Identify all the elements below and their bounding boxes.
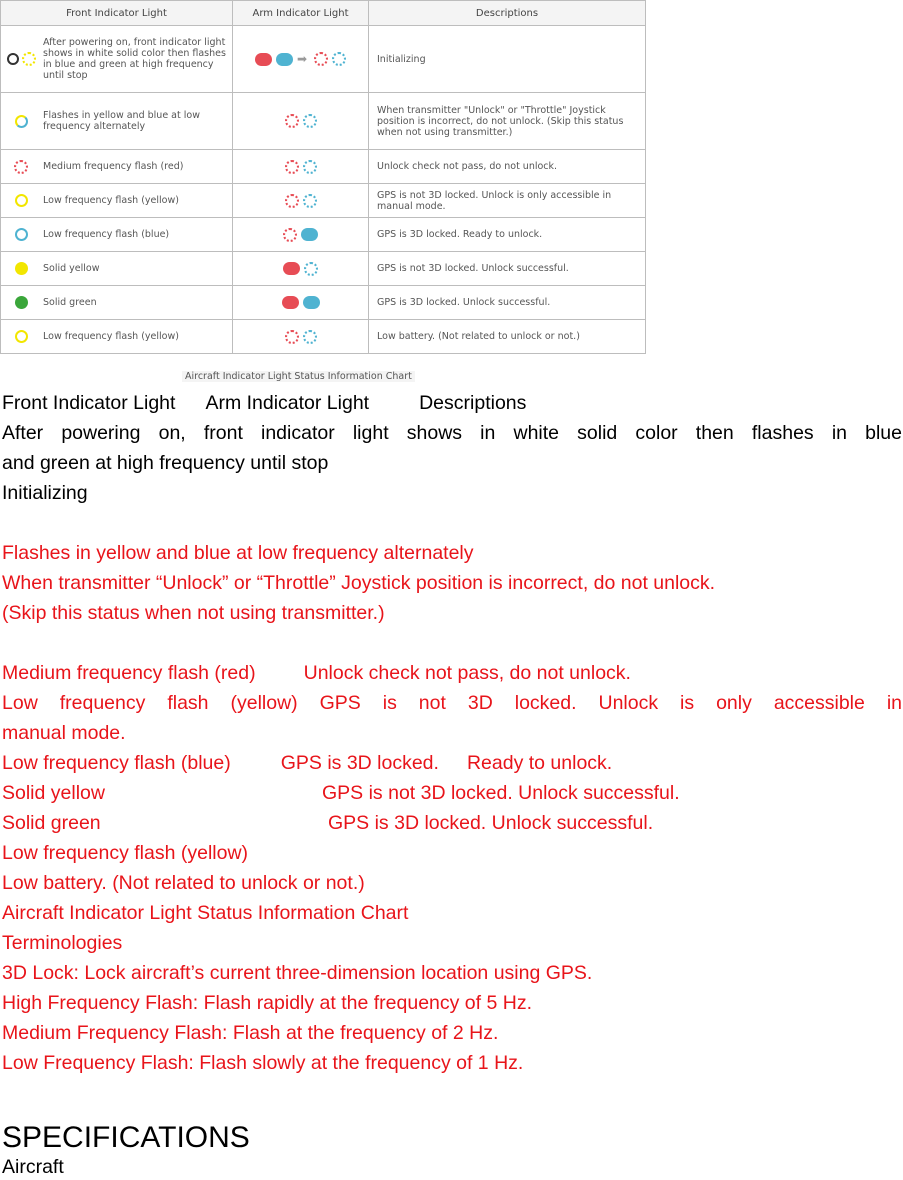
desc-cell: Low battery. (Not related to unlock or not.) [369,320,646,354]
col-header-front: Front Indicator Light [1,1,233,26]
arrow-right-icon: ➡ [296,52,308,66]
red-flash-light-icon [314,52,328,66]
table-row [1,26,646,93]
text-line: Aircraft Indicator Light Status Information Chart [2,902,409,924]
text-line: When transmitter “Unlock” or “Throttle” Joystick position is incorrect, do not unlock. [2,572,716,594]
yellow-blue-flash-light-icon [15,115,28,128]
red-solid-light-icon [283,262,300,275]
table-row [1,320,646,354]
front-desc: Solid green [43,297,97,308]
subheading-aircraft: Aircraft [2,1156,64,1178]
arm-light-icons [233,93,369,150]
blue-flash-light-icon [332,52,346,66]
text-desc: GPS is 3D locked. [280,752,439,774]
blue-flash-light-icon [303,114,317,128]
desc-cell: Initializing [369,26,646,93]
table-row [1,252,646,286]
table-row [1,150,646,184]
blue-solid-light-icon [301,228,318,241]
text-line [2,748,612,778]
text-line: Low Frequency Flash: Flash slowly at the frequency of 1 Hz. [2,1052,524,1074]
front-light-icons [1,52,41,66]
text-line [2,658,631,688]
text-line: Flashes in yellow and blue at low frequency alternately [2,542,474,564]
desc-cell: GPS is 3D locked. Unlock successful. [369,286,646,320]
blue-flash-light-icon [15,228,28,241]
front-desc: Low frequency flash (yellow) [43,331,179,342]
arm-light-icons [233,252,369,286]
text-line: 3D Lock: Lock aircraft’s current three-dimension location using GPS. [2,962,593,984]
table-row [1,93,646,150]
table-caption: Aircraft Indicator Light Status Information Chart [182,371,415,382]
front-desc: Solid yellow [43,263,100,274]
text-line: Initializing [2,482,88,504]
arm-light-icons [233,150,369,184]
white-solid-light-icon [7,53,19,65]
text-line: manual mode. [2,722,126,744]
text-line: Low frequency flash (yellow) GPS is not 3D locked. Unlock is only accessible in [2,692,902,714]
text-front: Solid yellow [2,782,105,804]
desc-cell: When transmitter "Unlock" or "Throttle" Joystick position is incorrect, do not unlock. (Skip this status when not using transmitter.) [369,93,646,150]
yellow-flash-light-icon [22,52,36,66]
text-line [2,808,653,838]
arm-light-icons [233,184,369,218]
col-header-arm: Arm Indicator Light [233,1,369,26]
text-line: Low battery. (Not related to unlock or not.) [2,872,365,894]
red-solid-light-icon [282,296,299,309]
yellow-flash-light-icon [15,330,28,343]
green-solid-light-icon [15,296,28,309]
header-desc: Descriptions [419,392,527,414]
indicator-light-table [0,0,646,354]
red-solid-light-icon [255,53,272,66]
col-header-desc: Descriptions [369,1,646,26]
yellow-solid-light-icon [15,262,28,275]
text-front: Low frequency flash (blue) [2,752,231,774]
text-line [2,778,680,808]
text-front: Medium frequency flash (red) [2,662,256,684]
blue-flash-light-icon [303,330,317,344]
text-desc: GPS is 3D locked. Unlock successful. [328,812,654,834]
text-line: Terminologies [2,932,123,954]
table-row [1,218,646,252]
blue-flash-light-icon [304,262,318,276]
front-desc: After powering on, front indicator light shows in white solid color then flashes in blue and green at high frequency until stop [43,37,226,81]
text-line: and green at high frequency until stop [2,452,329,474]
desc-cell: GPS is 3D locked. Ready to unlock. [369,218,646,252]
text-line: High Frequency Flash: Flash rapidly at the frequency of 5 Hz. [2,992,533,1014]
front-desc: Low frequency flash (yellow) [43,195,179,206]
arm-light-icons [233,286,369,320]
text-desc: GPS is not 3D locked. Unlock successful. [322,782,680,804]
red-flash-light-icon [285,160,299,174]
table-row [1,184,646,218]
section-heading-specifications: SPECIFICATIONS [2,1121,250,1154]
header-front: Front Indicator Light [2,392,176,414]
text-front: Solid green [2,812,101,834]
red-flash-light-icon [14,160,28,174]
text-headers [2,388,526,418]
table-row [1,286,646,320]
blue-solid-light-icon [303,296,320,309]
desc-cell: GPS is not 3D locked. Unlock is only accessible in manual mode. [369,184,646,218]
blue-solid-light-icon [276,53,293,66]
text-desc: Ready to unlock. [466,752,613,774]
arm-light-icons [233,218,369,252]
header-arm: Arm Indicator Light [205,392,370,414]
text-line: Medium Frequency Flash: Flash at the frequency of 2 Hz. [2,1022,499,1044]
text-line: After powering on, front indicator light shows in white solid color then flashes in blue [2,422,902,444]
red-flash-light-icon [283,228,297,242]
red-flash-light-icon [285,114,299,128]
text-line: (Skip this status when not using transmitter.) [2,602,385,624]
text-desc: Unlock check not pass, do not unlock. [303,662,631,684]
blue-flash-light-icon [303,160,317,174]
desc-cell: GPS is not 3D locked. Unlock successful. [369,252,646,286]
front-desc: Flashes in yellow and blue at low frequency alternately [43,110,200,132]
yellow-flash-light-icon [15,194,28,207]
red-flash-light-icon [285,330,299,344]
arm-light-icons [233,26,369,93]
desc-cell: Unlock check not pass, do not unlock. [369,150,646,184]
front-desc: Low frequency flash (blue) [43,229,170,240]
text-line: Low frequency flash (yellow) [2,842,249,864]
table-header-row [1,1,646,26]
arm-light-icons [233,320,369,354]
red-flash-light-icon [285,194,299,208]
blue-flash-light-icon [303,194,317,208]
front-desc: Medium frequency flash (red) [43,161,184,172]
